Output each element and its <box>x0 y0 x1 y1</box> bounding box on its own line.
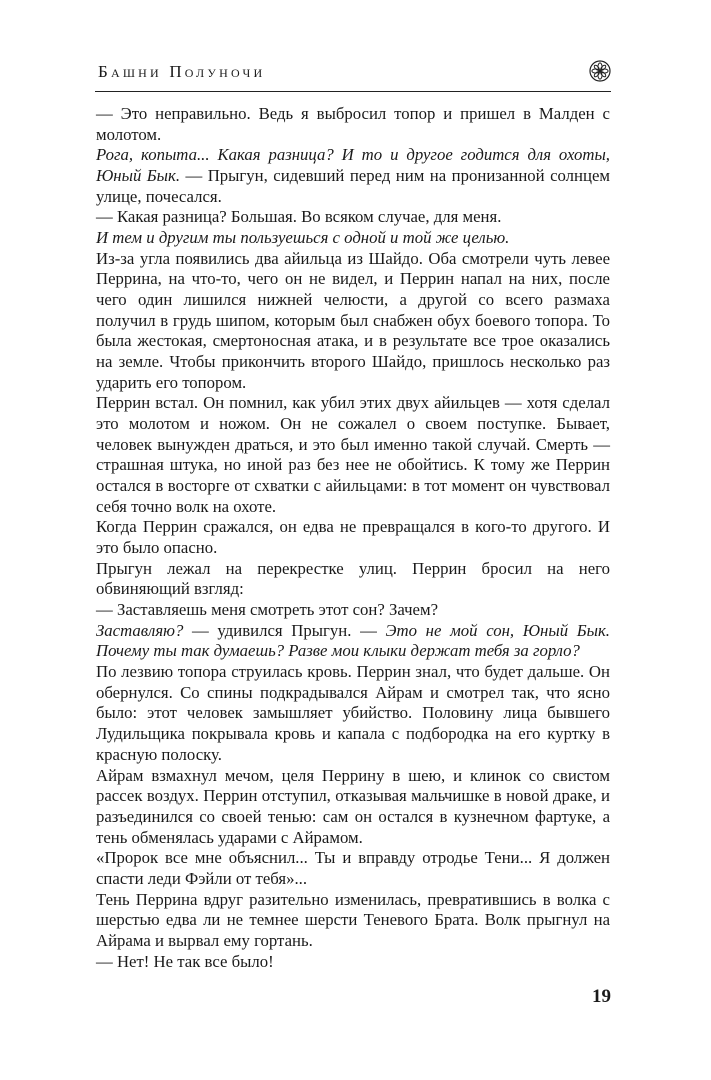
paragraph-text: «Пророк все мне объяснил... Ты и вправду отродье Тени... Я должен спасти леди Фэйли от тебя»... <box>96 848 610 888</box>
paragraph-text-italic: И тем и другим ты пользуешься с одной и той же целью. <box>96 228 510 248</box>
paragraph-text: — удивился Прыгун. — <box>183 620 386 640</box>
paragraph <box>96 952 610 973</box>
paragraph <box>96 890 610 952</box>
paragraph <box>96 662 610 765</box>
paragraph <box>96 600 610 621</box>
paragraph-text: — Нет! Не так все было! <box>96 951 274 971</box>
paragraph-text-italic: Это не мой сон, Юный Бык. Почему ты так думаешь? Разве мои клыки держат тебя за горло? <box>96 620 610 661</box>
header-rule <box>95 91 611 92</box>
paragraph <box>96 766 610 849</box>
body-text <box>96 104 610 972</box>
paragraph-text: Тень Перрина вдруг разительно изменилась, превратившись в волка с шерстью едва ли не темнее шерсти Теневого Брата. Волк прыгнул на Айрама и вырвал ему гортань. <box>96 889 610 950</box>
paragraph <box>96 559 610 600</box>
paragraph-text: — Какая разница? Большая. Во всяком случае, для меня. <box>96 207 502 227</box>
paragraph-text: — Заставляешь меня смотреть этот сон? Зачем? <box>96 600 439 620</box>
running-header <box>95 60 611 90</box>
paragraph-text: Из-за угла появились два айильца из Шайдо. Оба смотрели чуть левее Перрина, на что-то, чего он не видел, и Перрин напал на них, после чего один лишился нижней челюсти, а другой со всего размаха получил в грудь шипом, которым был снабжен обух боевого топора. То была жестокая, смертоносная атака, и в результате все трое оказались на земле. Чтобы прикончить второго Шайдо, пришлось несколько раз ударить его топором. <box>96 248 610 392</box>
paragraph-text: По лезвию топора струилась кровь. Перрин знал, что будет дальше. Он обернулся. Со спины подкрадывался Айрам и смотрел так, что ясно было: этот человек замышляет убийство. Половину лица бывшего Лудильщика покрывала кровь и капала с подбородка на его куртку в красную полоску. <box>96 662 610 764</box>
paragraph <box>96 228 610 249</box>
paragraph-text: Айрам взмахнул мечом, целя Перрину в шею, и клинок со свистом рассек воздух. Перрин отступил, отказывая мальчишке в новой драке, и разъединился со своей тенью: сам он остался в кузнечном фартуке, а тень обменялась ударами с Айрамом. <box>96 765 610 847</box>
paragraph <box>96 393 610 517</box>
paragraph <box>96 848 610 889</box>
flower-ornament-icon <box>589 60 611 82</box>
running-title: Башни Полуночи <box>98 62 266 81</box>
paragraph <box>96 207 610 228</box>
page-number: 19 <box>592 986 611 1007</box>
paragraph-text: Перрин встал. Он помнил, как убил этих двух айильцев — хотя сделал это молотом и ножом. Он не сожалел о своем поступке. Бывает, человек вынужден драться, и это был именно такой случай. Смерть — страшная штука, но иной раз без нее не обойтись. К тому же Перрин остался в восторге от схватки с айильцами: в тот момент он чувствовал себя точно волк на охоте. <box>96 393 610 516</box>
paragraph <box>96 517 610 558</box>
paragraph-text: — Прыгун, сидевший перед ним на пронизанной солнцем улице, почесался. <box>96 166 610 206</box>
paragraph-text-italic: Заставляю? <box>96 620 184 640</box>
paragraph-text: Прыгун лежал на перекрестке улиц. Перрин бросил на него обвиняющий взгляд: <box>96 558 610 599</box>
paragraph-text: — Это неправильно. Ведь я выбросил топор и пришел в Малден с молотом. <box>96 104 610 144</box>
paragraph <box>96 104 610 145</box>
paragraph-text: Когда Перрин сражался, он едва не превращался в кого-то другого. И это было опасно. <box>96 517 610 558</box>
paragraph <box>96 249 610 394</box>
paragraph <box>96 145 610 207</box>
paragraph <box>96 621 610 662</box>
paragraph-text-italic: Рога, копыта... Какая разница? И то и другое годится для охоты, Юный Бык. <box>96 145 610 186</box>
